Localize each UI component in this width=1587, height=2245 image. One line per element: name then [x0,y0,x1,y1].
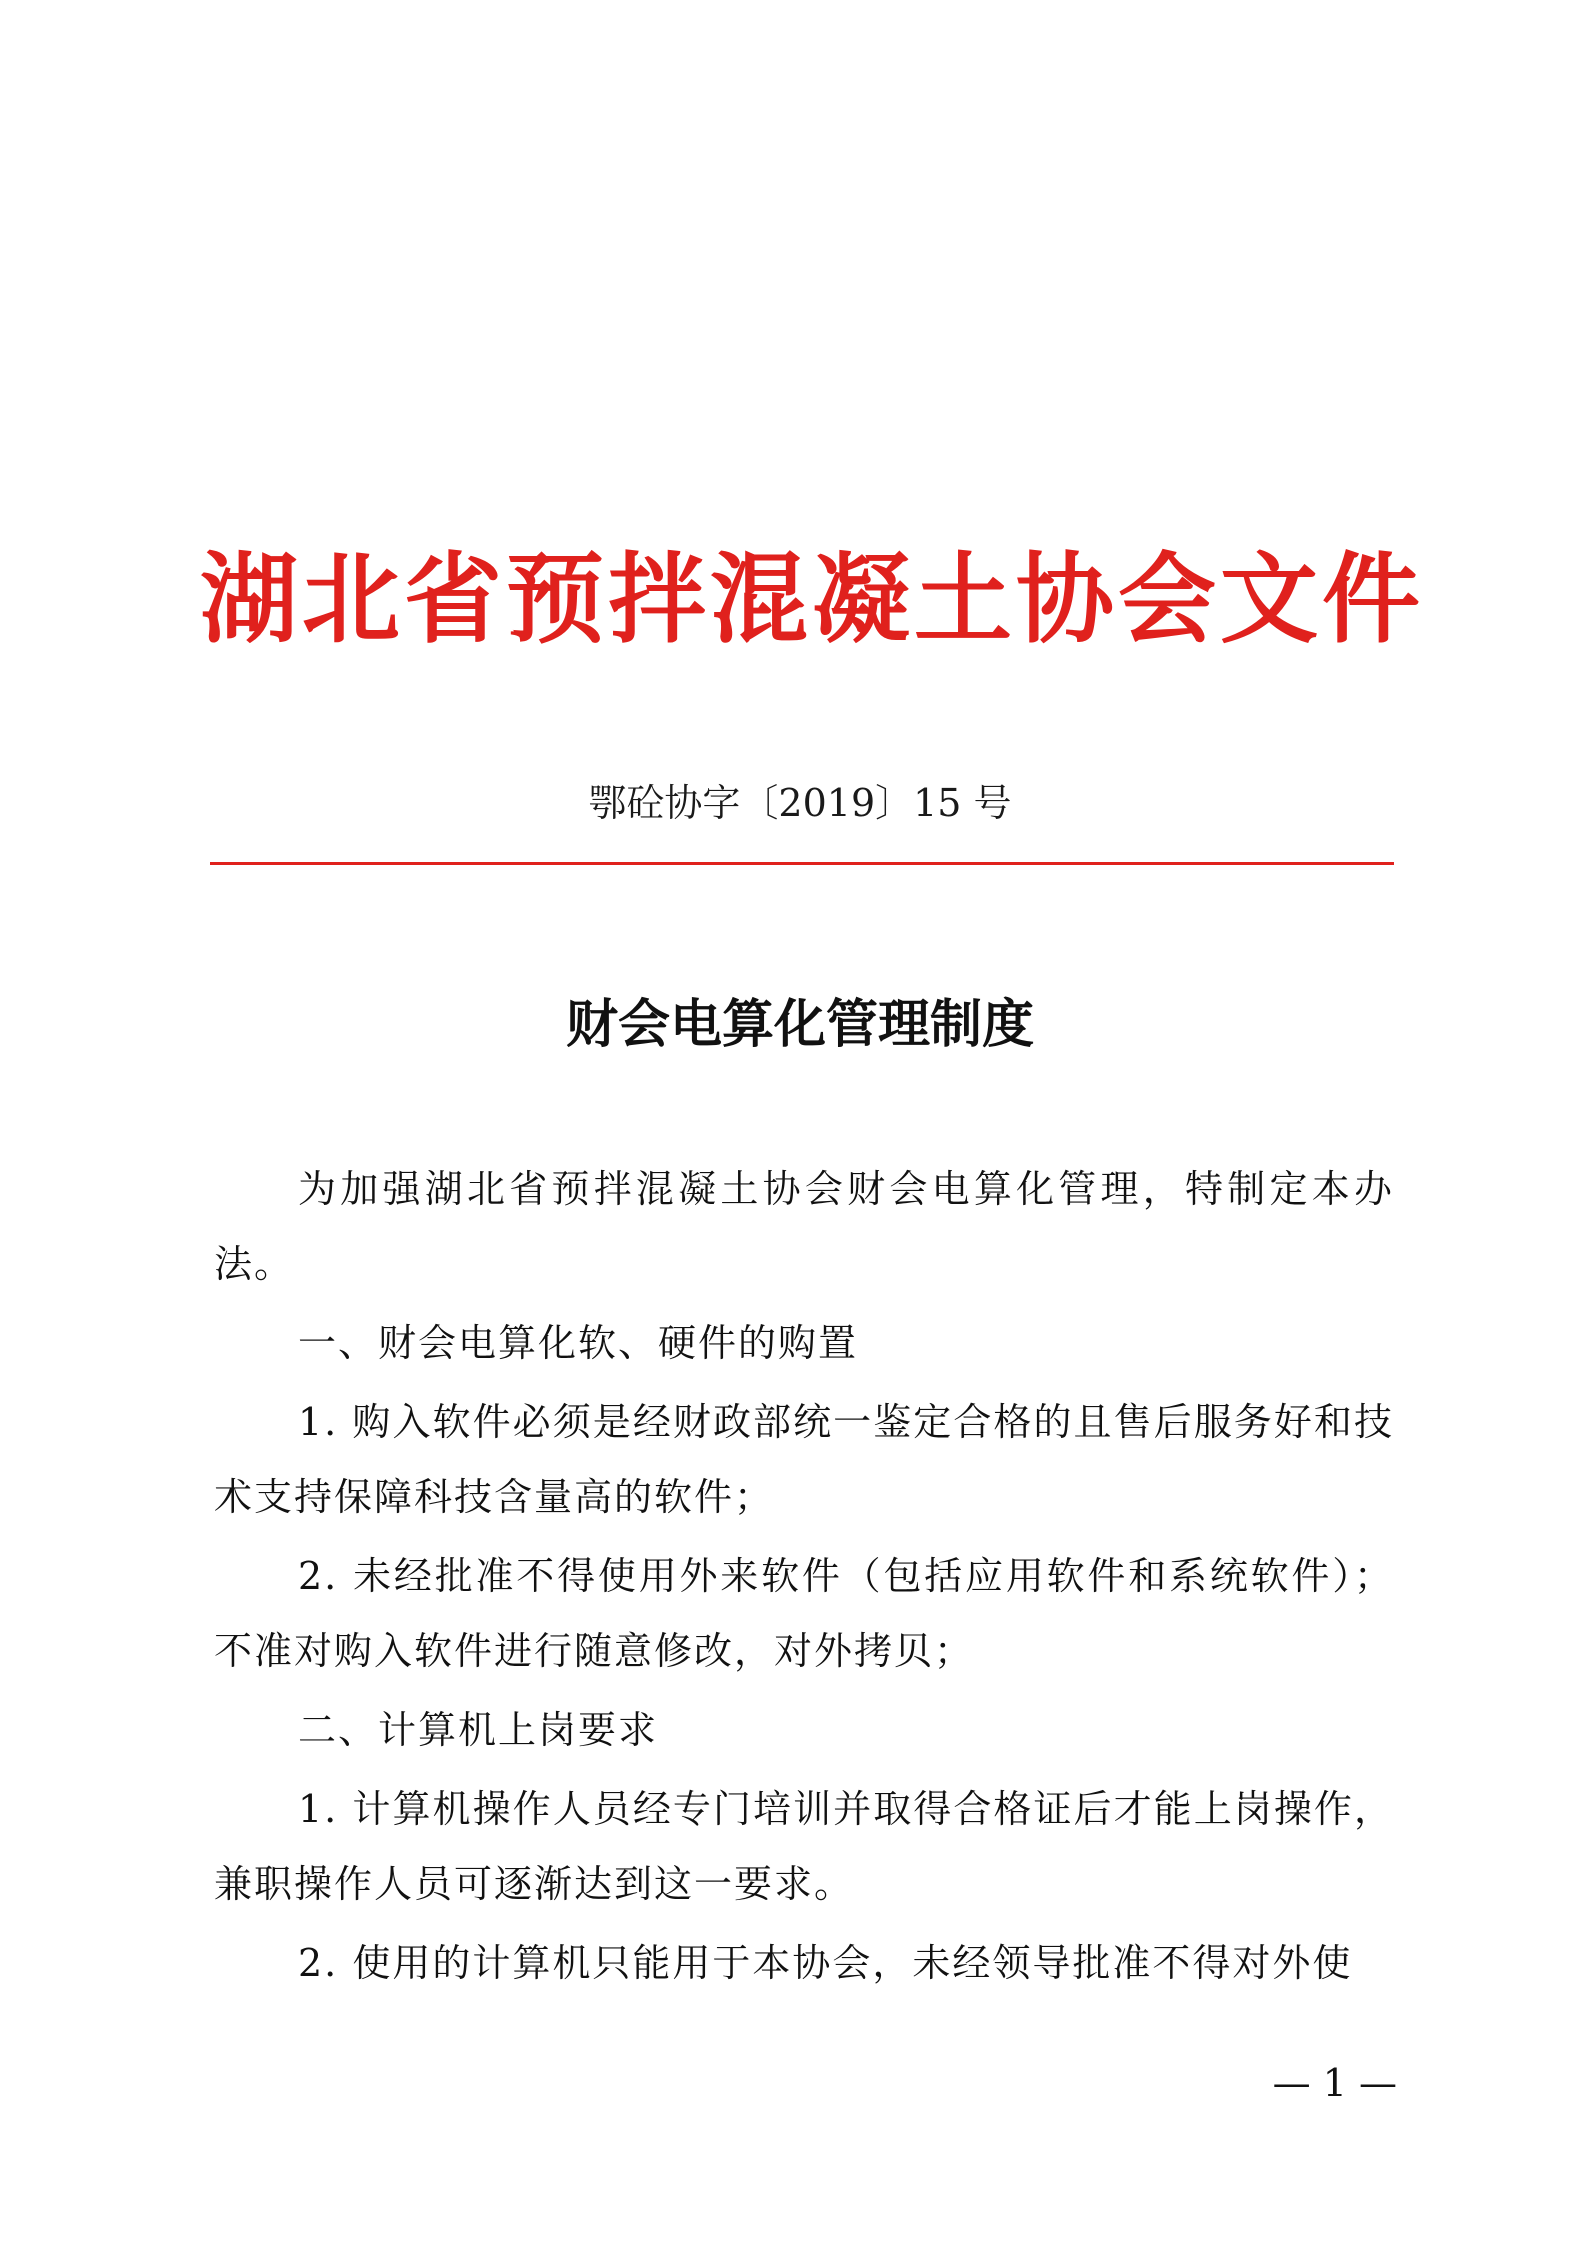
document-number: 鄂砼协字〔2019〕15 号 [588,781,1012,825]
page-number: — 1 — [1272,2061,1397,2105]
section-heading-operation: 二、计算机上岗要求 [298,1708,659,1752]
document-title: 财会电算化管理制度 [565,994,1034,1055]
body-paragraph-operation-2: 2. 使用的计算机只能用于本协会，未经领导批准不得对外使 [298,1941,1353,1985]
section-heading-purchase: 一、财会电算化软、硬件的购置 [298,1321,859,1365]
body-paragraph-operation-1: 1. 计算机操作人员经专门培训并取得合格证后才能上岗操作，兼职操作人员可逐渐达到这一要求。 [214,1787,1394,1906]
issuer-header-title: 湖北省预拌混凝土协会文件 [200,542,1425,657]
body-paragraph-purchase-1: 1. 购入软件必须是经财政部统一鉴定合格的且售后服务好和技术支持保障科技含量高的软件； [214,1400,1394,1519]
body-paragraph-intro: 为加强湖北省预拌混凝土协会财会电算化管理，特制定本办法。 [214,1167,1394,1286]
body-paragraph-purchase-2: 2. 未经批准不得使用外来软件（包括应用软件和系统软件）；不准对购入软件进行随意修改，对外拷贝； [214,1554,1394,1673]
header-red-rule [210,862,1394,865]
document-body [214,1152,1394,2005]
